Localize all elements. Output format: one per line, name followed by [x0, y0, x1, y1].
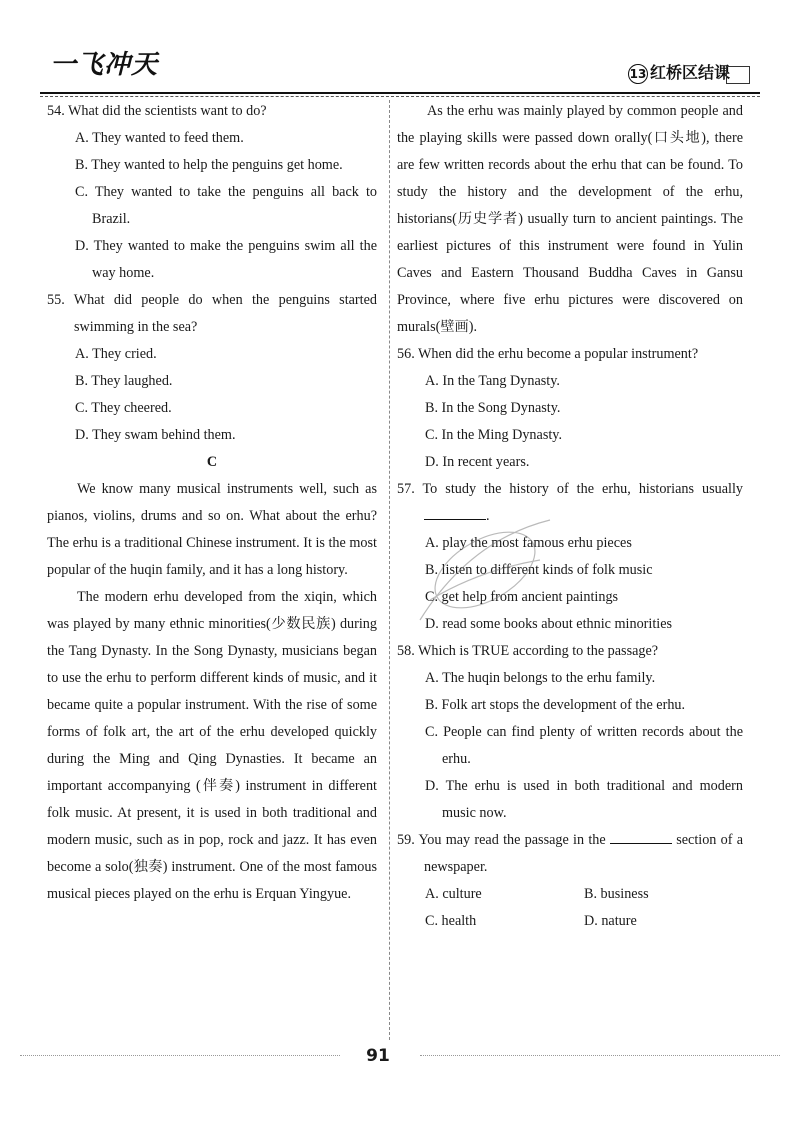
question-58	[397, 638, 743, 827]
passage-title: C	[206, 454, 218, 470]
option-b: B. Folk art stops the development of the erhu.	[425, 697, 686, 713]
question-55	[47, 287, 377, 449]
option-a: A. They cried.	[75, 346, 157, 362]
brand-logo: 一飞冲天	[50, 50, 159, 80]
stem-end: .	[486, 508, 490, 524]
page-number: 91	[366, 1046, 390, 1066]
left-column	[47, 98, 377, 908]
passage-paragraph-3: As the erhu was mainly played by common people and the playing skills were passed down orally(口头地), there are few written records about the erhu that can be found. To study the history and the development of the erhu, historians(历史学者) usually turn to ancient paintings. The earliest pictures of this instrument were found in Yulin Caves and Eastern Thousand Buddha Caves in Gansu Province, where five erhu pictures were discovered on murals(壁画).	[397, 103, 743, 335]
option-c: C. health	[425, 913, 477, 929]
passage-paragraph-2: The modern erhu developed from the xiqin, which was played by many ethnic minorities(少数民族) during the Tang Dynasty. In the Song Dynasty, musicians began to use the erhu to perform different kinds of music, and it became quite a popular instrument. With the rise of some forms of folk art, the art of the erhu developed quickly during the Ming and Qing Dynasties. It became an important accompanying (伴奏) instrument in different folk music. At present, it is used in both traditional and modern music, such as in pop, rock and jazz. It has even become a solo(独奏) instrument. One of the most famous musical pieces played on the erhu is Erquan Yingyue.	[47, 589, 377, 902]
section-label	[628, 60, 730, 84]
option-a: A. In the Tang Dynasty.	[425, 373, 560, 389]
stem-end: section of a newspaper.	[424, 832, 744, 875]
option-b: B. listen to different kinds of folk music	[425, 562, 653, 578]
option-a: A. culture	[425, 886, 482, 902]
option-c: C. They cheered.	[75, 400, 172, 416]
option-d: D. In recent years.	[425, 454, 530, 470]
passage-paragraph-1: We know many musical instruments well, such as pianos, violins, drums and so on. What about the erhu? The erhu is a traditional Chinese instrument. It is the most popular of the huqin family, and it has a long history.	[47, 481, 377, 578]
stem-text: 57. To study the history of the erhu, historians usually	[397, 481, 743, 497]
footer-rule-left	[20, 1055, 340, 1056]
option-c: C. In the Ming Dynasty.	[425, 427, 563, 443]
option-d: D. nature	[584, 913, 637, 929]
page-header	[0, 0, 800, 95]
option-d: D. They swam behind them.	[75, 427, 236, 443]
question-stem: 56. When did the erhu become a popular instrument?	[397, 346, 699, 362]
question-54	[47, 98, 377, 287]
question-stem: 54. What did the scientists want to do?	[47, 103, 267, 119]
question-stem: 58. Which is TRUE according to the passage?	[397, 643, 659, 659]
option-c: C. People can find plenty of written records about the erhu.	[425, 724, 743, 767]
question-59	[397, 827, 743, 935]
footer-rule-right	[420, 1055, 780, 1056]
answer-blank[interactable]	[610, 829, 672, 844]
header-rule	[40, 92, 760, 94]
option-b: B. They wanted to help the penguins get home.	[75, 157, 343, 173]
option-b: B. business	[584, 886, 649, 902]
option-d: D. read some books about ethnic minorities	[425, 616, 673, 632]
option-c: C. They wanted to take the penguins all back to Brazil.	[75, 184, 377, 227]
option-c: C. get help from ancient paintings	[425, 589, 619, 605]
question-stem: 55. What did people do when the penguins started swimming in the sea?	[47, 292, 377, 335]
option-a: A. The huqin belongs to the erhu family.	[425, 670, 656, 686]
question-stem	[397, 827, 743, 881]
option-b: B. They laughed.	[75, 373, 173, 389]
column-divider	[389, 100, 390, 1040]
watermark-ring	[422, 517, 547, 624]
option-d: D. The erhu is used in both traditional and modern music now.	[425, 778, 743, 821]
question-56	[397, 341, 743, 476]
header-rule-dashed	[40, 96, 760, 97]
section-label-text: 红桥区结课	[649, 63, 730, 82]
watermark-stroke	[430, 560, 540, 600]
book-icon	[726, 66, 750, 84]
watermark-stroke	[420, 520, 550, 620]
stem-text: 59. You may read the passage in the	[397, 832, 606, 848]
option-a: A. They wanted to feed them.	[75, 130, 244, 146]
option-d: D. They wanted to make the penguins swim all the way home.	[75, 238, 377, 281]
options-row	[397, 881, 743, 908]
option-b: B. In the Song Dynasty.	[425, 400, 561, 416]
options-row	[397, 908, 743, 935]
watermark-stamp	[410, 500, 560, 640]
section-number-badge: 13	[628, 64, 648, 84]
option-a: A. play the most famous erhu pieces	[425, 535, 632, 551]
